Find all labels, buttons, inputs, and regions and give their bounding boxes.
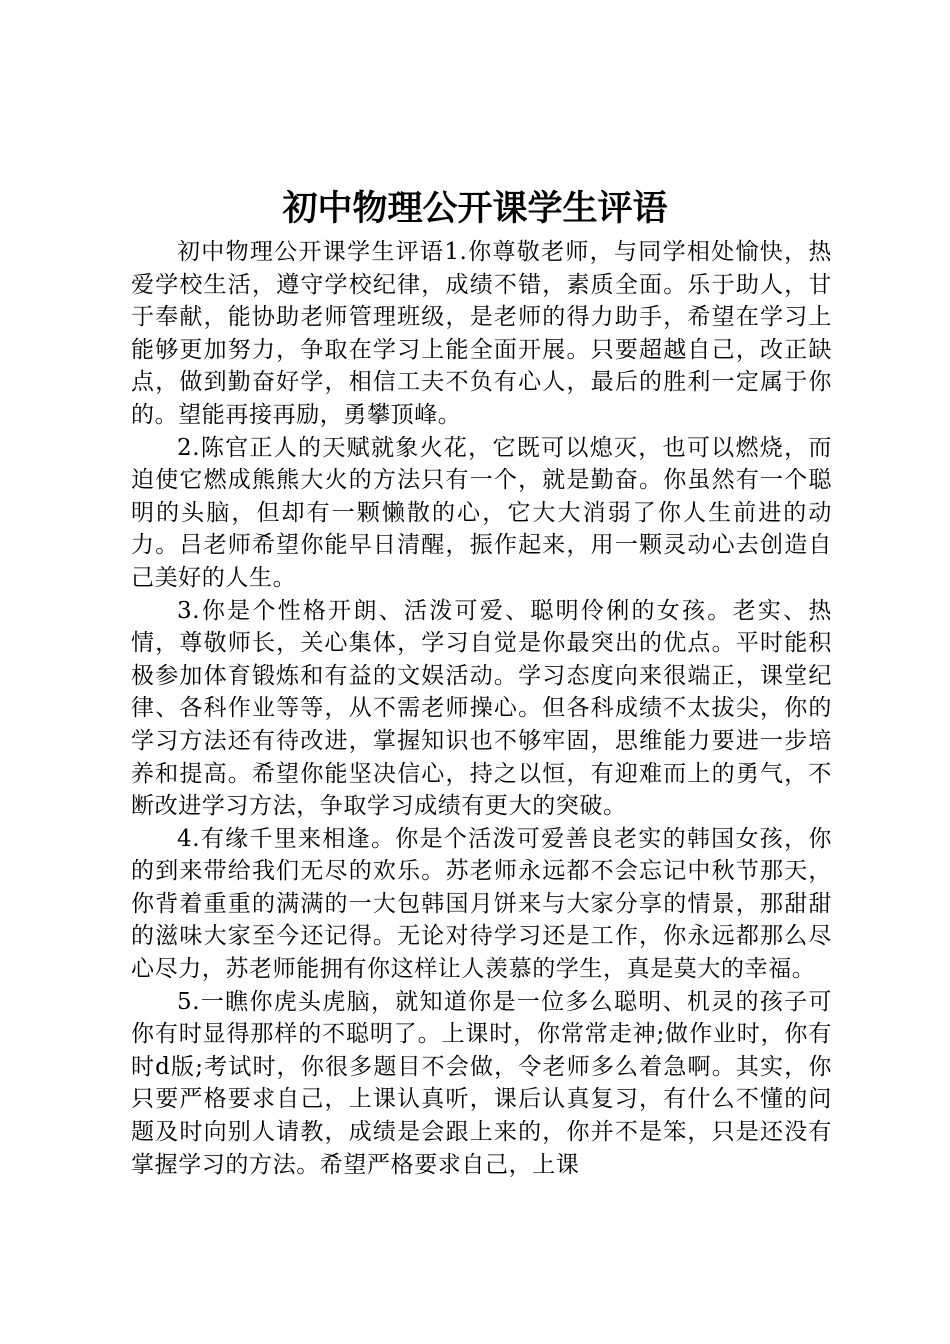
- document-body: [131, 236, 832, 1181]
- paragraph-4: 4.有缘千里来相逢。你是个活泼可爱善良老实的韩国女孩，你的到来带给我们无尽的欢乐。苏老师永远都不会忘记中秋节那天，你背着重重的满满的一大包韩国月饼来与大家分享的情景，那甜甜的滋味大家至今还记得。无论对待学习还是工作，你永远都那么尽心尽力，苏老师能拥有你这样让人羡慕的学生，真是莫大的幸福。: [131, 825, 832, 983]
- document-title: 初中物理公开课学生评语: [282, 188, 668, 229]
- paragraph-5: 5.一瞧你虎头虎脑，就知道你是一位多么聪明、机灵的孩子可你有时显得那样的不聪明了。上课时，你常常走神;做作业时，你有时d版;考试时，你很多题目不会做，令老师多么着急啊。其实，你只要严格要求自己，上课认真听，课后认真复习，有什么不懂的问题及时向别人请教，成绩是会跟上来的，你并不是笨，只是还没有掌握学习的方法。希望严格要求自己，上课: [131, 988, 832, 1178]
- paragraph-2: 2.陈官正人的天赋就象火花，它既可以熄灭，也可以燃烧，而迫使它燃成熊熊大火的方法只有一个，就是勤奋。你虽然有一个聪明的头脑，但却有一颗懒散的心，它大大消弱了你人生前进的动力。吕老师希望你能早日清醒，振作起来，用一颗灵动心去创造自己美好的人生。: [131, 434, 832, 591]
- paragraph-3: 3.你是个性格开朗、活泼可爱、聪明伶俐的女孩。老实、热情，尊敬师长，关心集体，学习自觉是你最突出的优点。平时能积极参加体育锻炼和有益的文娱活动。学习态度向来很端正，课堂纪律、各科作业等等，从不需老师操心。但各科成绩不太拔尖，你的学习方法还有待改进，掌握知识也不够牢固，思维能力要进一步培养和提高。希望你能坚决信心，持之以恒，有迎难而上的勇气，不断改进学习方法，争取学习成绩有更大的突破。: [131, 597, 832, 820]
- paragraph-1: 初中物理公开课学生评语1.你尊敬老师，与同学相处愉快，热爱学校生活，遵守学校纪律，成绩不错，素质全面。乐于助人，甘于奉献，能协助老师管理班级，是老师的得力助手，希望在学习上能够更加努力，争取在学习上能全面开展。只要超越自己，改正缺点，做到勤奋好学，相信工夫不负有心人，最后的胜利一定属于你的。望能再接再励，勇攀顶峰。: [131, 239, 832, 428]
